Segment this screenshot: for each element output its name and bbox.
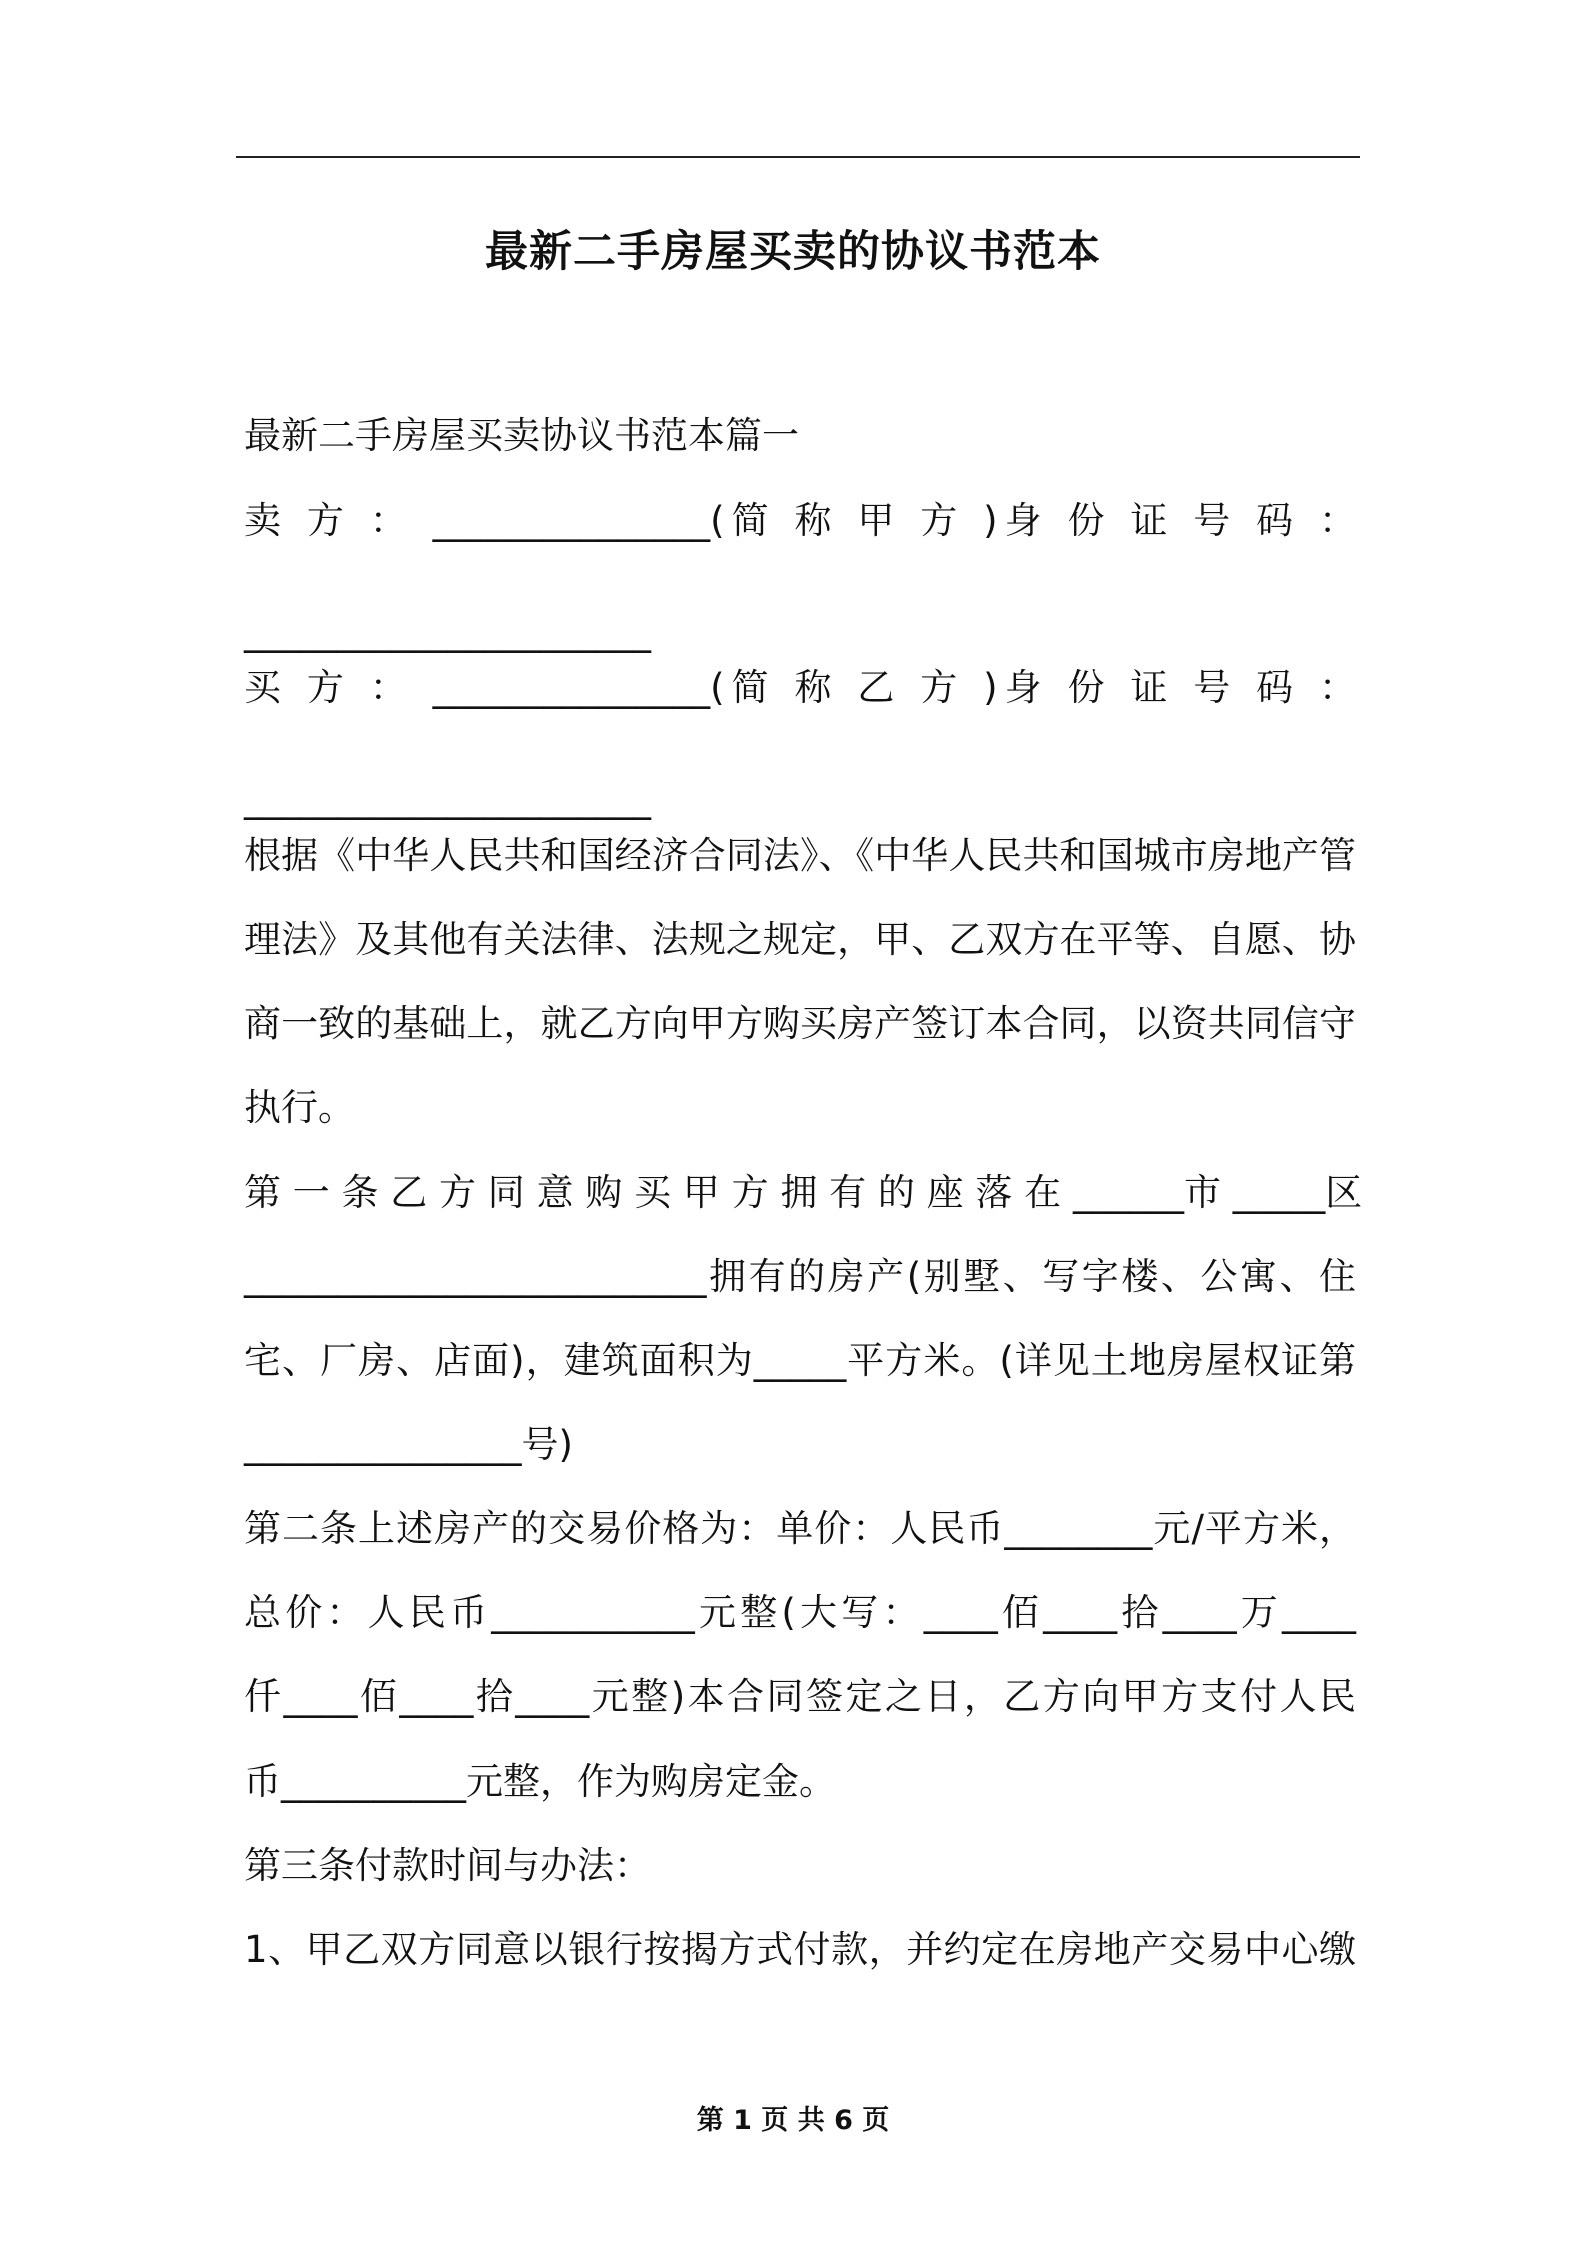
article-3-item-1: 1、甲乙双方同意以银行按揭方式付款，并约定在房地产交易中心缴 bbox=[244, 1928, 1356, 1971]
article-2-line-3: 仟____佰____拾____元整)本合同签定之日，乙方向甲方支付人民 bbox=[244, 1675, 1356, 1718]
article-1-line-1: 第 一 条 乙 方 同 意 购 买 甲 方 拥 有 的 座 落 在 ______市 _____区 bbox=[244, 1171, 1363, 1214]
buyer-line: 买 方 ： _______________(简 称 乙 方 )身 份 证 号 码 ： bbox=[244, 666, 1356, 709]
preamble-line-2: 理法》及其他有关法律、法规之规定，甲、乙双方在平等、自愿、协 bbox=[244, 918, 1356, 961]
seller-line: 卖 方 ： _______________(简 称 甲 方 )身 份 证 号 码 ： bbox=[244, 499, 1356, 542]
article-2-line-1: 第二条上述房产的交易价格为：单价：人民币________元/平方米， bbox=[244, 1507, 1356, 1550]
article-1-line-4: _______________号) bbox=[244, 1423, 573, 1466]
buyer-id-blank: ______________________ bbox=[244, 777, 651, 820]
article-1-line-2: _________________________拥有的房产(别墅、写字楼、公寓、住 bbox=[244, 1255, 1356, 1298]
preamble-line-4: 执行。 bbox=[244, 1086, 355, 1129]
preamble-line-1: 根据《中华人民共和国经济合同法》、《中华人民共和国城市房地产管 bbox=[244, 834, 1356, 877]
header-rule bbox=[236, 156, 1360, 158]
preamble-line-3: 商一致的基础上，就乙方向甲方购买房产签订本合同，以资共同信守 bbox=[244, 1002, 1356, 1045]
article-2-line-4: 币__________元整，作为购房定金。 bbox=[244, 1760, 836, 1803]
page-number: 第 1 页 共 6 页 bbox=[696, 2105, 890, 2136]
document-title: 最新二手房屋买卖的协议书范本 bbox=[485, 227, 1101, 277]
article-1-line-3: 宅、厂房、店面)，建筑面积为_____平方米。(详见土地房屋权证第 bbox=[244, 1339, 1356, 1382]
section-heading: 最新二手房屋买卖协议书范本篇一 bbox=[244, 414, 799, 457]
article-3-heading: 第三条付款时间与办法： bbox=[244, 1844, 651, 1887]
article-2-line-2: 总价：人民币___________元整(大写：____佰____拾____万____ bbox=[244, 1591, 1356, 1634]
seller-id-blank: ______________________ bbox=[244, 610, 651, 653]
